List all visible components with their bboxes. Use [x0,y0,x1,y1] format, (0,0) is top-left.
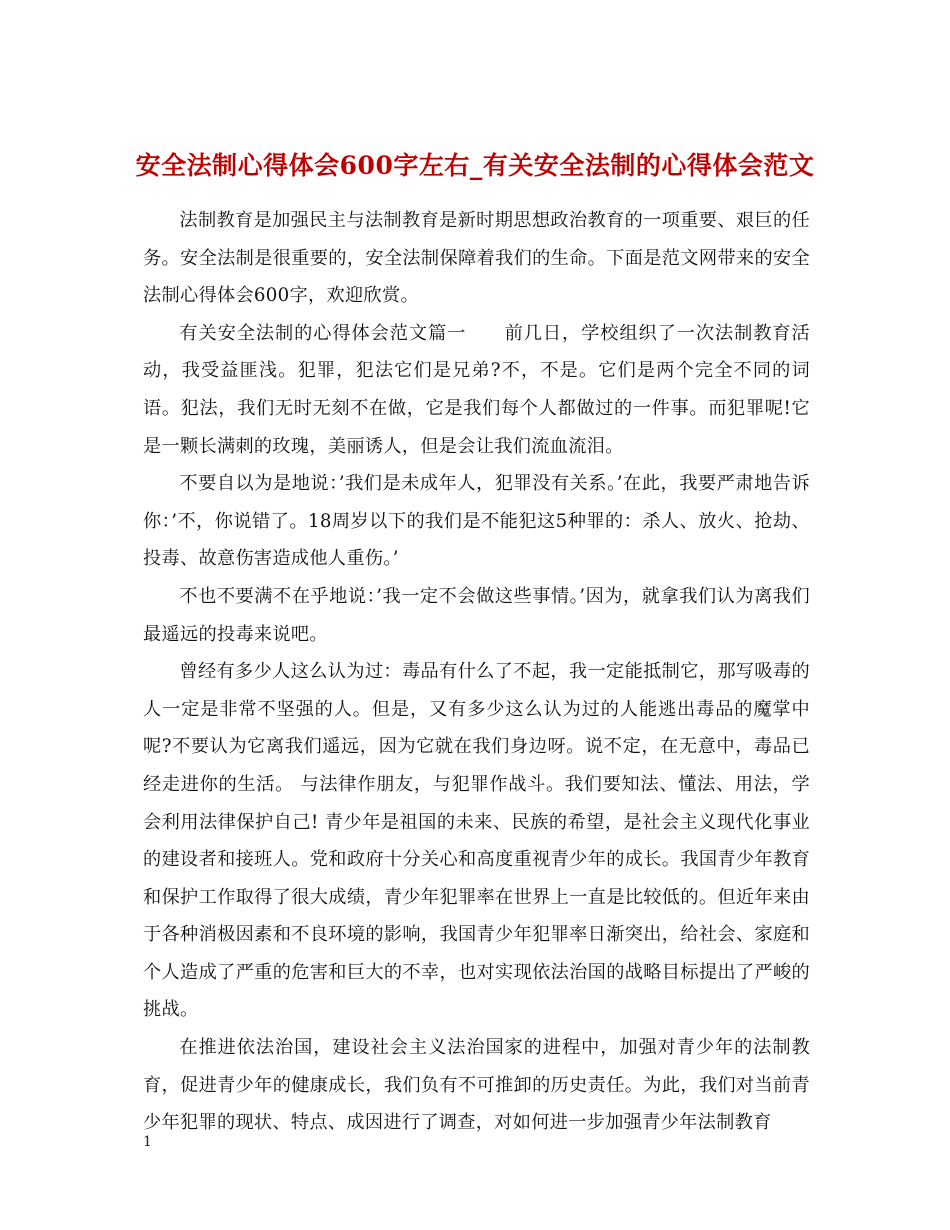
document-body [143,202,810,1142]
paragraph-essay-one: 有关安全法制的心得体会范文篇一 前几日，学校组织了一次法制教育活动，我受益匪浅。犯罪，犯法它们是兄弟?不，不是。它们是两个完全不同的词语。犯法，我们无时无刻不在做，它是我们每个人都做过的一件事。而犯罪呢!它是一颗长满刺的玫瑰，美丽诱人，但是会让我们流血流泪。 [143,322,810,457]
paragraph-minors-crime: 不要自以为是地说：’我们是未成年人，犯罪没有关系。’在此，我要严肃地告诉你：’不，你说错了。18周岁以下的我们是不能犯这5种罪的：杀人、放火、抢劫、投毒、故意伤害造成他人重伤。’ [143,473,810,570]
paragraph-rule-of-law: 在推进依法治国，建设社会主义法治国家的进程中，加强对青少年的法制教育，促进青少年的健康成长，我们负有不可推卸的历史责任。为此，我们对当前青少年犯罪的现状、特点、成因进行了调查，对如何进一步加强青少年法制教育 [143,1037,810,1134]
document-title: 安全法制心得体会600字左右_有关安全法制的心得体会范文 [135,150,815,180]
paragraph-drugs-and-youth: 曾经有多少人这么认为过：毒品有什么了不起，我一定能抵制它，那写吸毒的人一定是非常不坚强的人。但是，又有多少这么认为过的人能逃出毒品的魔掌中呢?不要认为它离我们遥远，因为它就在我们身边呀。说不定，在无意中，毒品已经走进你的生活。 与法律作朋友，与犯罪作战斗。我们要知法、懂法、用法，学会利用法律保护自己! 青少年是祖国的未来、民族的希望，是社会主义现代化事业的建设者和接班人。党和政府十分关心和高度重视青少年的成长。我国青少年教育和保护工作取得了很大成绩，青少年犯罪率在世界上一直是比较低的。但近年来由于各种消极因素和不良环境的影响，我国青少年犯罪率日渐突出，给社会、家庭和个人造成了严重的危害和巨大的不幸，也对实现依法治国的战略目标提出了严峻的挑战。 [143,661,810,1021]
paragraph-dont-be-careless: 不也不要满不在乎地说：’我一定不会做这些事情。’因为，就拿我们认为离我们最遥远的投毒来说吧。 [143,585,810,645]
paragraph-intro: 法制教育是加强民主与法制教育是新时期思想政治教育的一项重要、艰巨的任务。安全法制是很重要的，安全法制保障着我们的生命。下面是范文网带来的安全法制心得体会600字，欢迎欣赏。 [143,210,810,307]
page-number: 1 [143,1134,152,1150]
